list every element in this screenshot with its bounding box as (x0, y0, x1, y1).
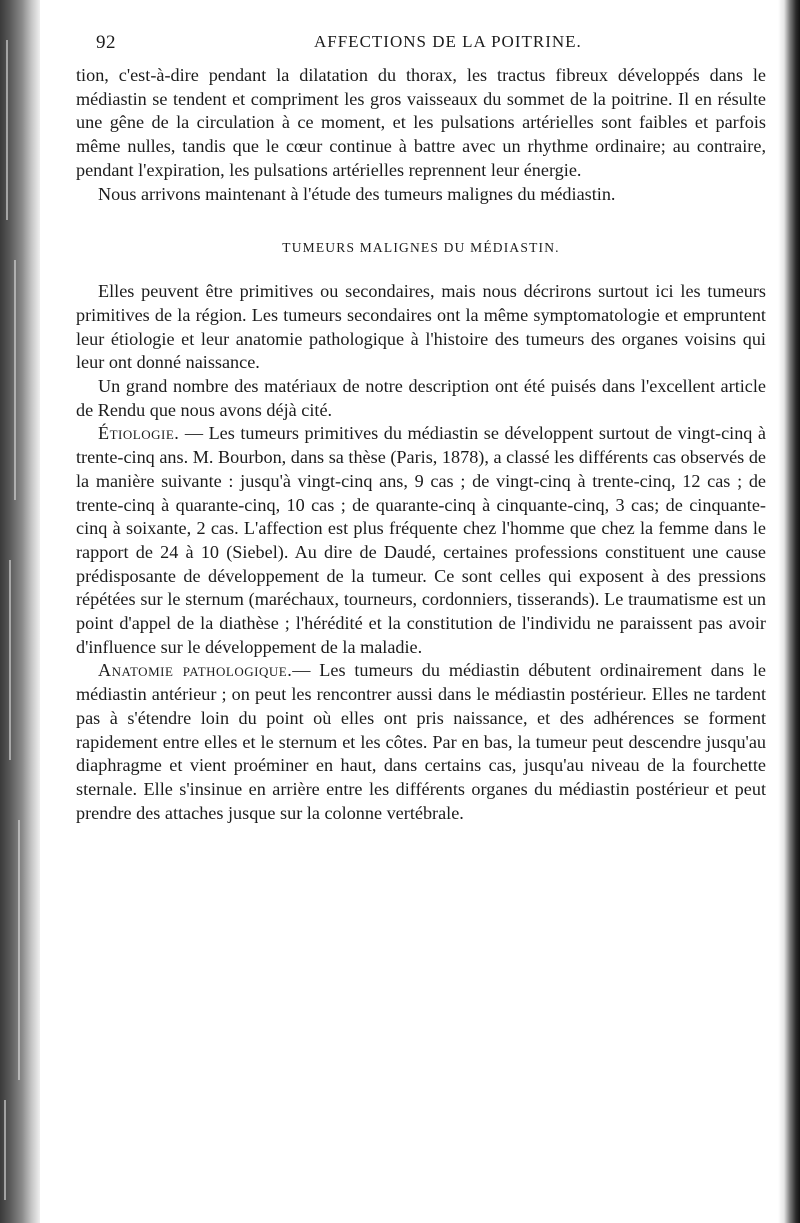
running-title: AFFECTIONS DE LA POITRINE. (314, 32, 582, 51)
paragraph-sources: Un grand nombre des matériaux de notre description ont été puisés dans l'excellent article de Rendu que nous avons déjà cité. (76, 376, 766, 420)
scan-left-gutter (0, 0, 40, 1223)
scan-right-binding-edge (778, 0, 800, 1223)
etiology-heading: Étiologie. (98, 423, 180, 444)
paragraph-transition: Nous arrivons maintenant à l'étude des tumeurs malignes du médiastin. (98, 183, 616, 204)
paragraph-intro: Elles peuvent être primitives ou secondaires, mais nous décrirons surtout ici les tumeurs primitives de la région. Les tumeurs secondaires ont la même symptomatologie et empruntent leur étiologie et leur anatomie pathologique à l'histoire des tumeurs des organes voisins qui leur ont donné naissance. (76, 281, 766, 373)
anatomy-heading: Anatomie pathologique. (98, 660, 293, 681)
etiology-text: — Les tumeurs primitives du médiastin se développent surtout de vingt-cinq à trente-cinq ans. M. Bourbon, dans sa thèse (Paris, 1878), a classé les différents cas observés de la manière suivante : jusqu'à vingt-cinq ans, 9 cas ; de vingt-cinq à trente-cinq, 12 cas ; de trente-cinq à quarante-cinq, 10 cas ; de quarante-cinq à cinquante-cinq, 3 cas; de cinquante-cinq à soixante, 2 cas. L'affection est plus fréquente chez l'homme que chez la femme dans le rapport de 24 à 10 (Siebel). Au dire de Daudé, certaines professions constituent une cause prédisposante de développement de la tumeur. Ce sont celles qui exposent à des pressions répétées sur le sternum (maréchaux, tourneurs, cordonniers, tisserands). Le traumatisme est un point d'appel de la diathèse ; l'hérédité et la constitution de l'individu ne paraissent pas avoir d'influence sur le développement de la maladie. (76, 423, 766, 657)
section-title: TUMEURS MALIGNES DU MÉDIASTIN. (282, 240, 560, 256)
anatomy-text: — Les tumeurs du médiastin débutent ordinairement dans le médiastin antérieur ; on peut les rencontrer aussi dans le médiastin postérieur. Elles ne tardent pas à s'étendre loin du point où elles ont pris naissance, et des adhérences se forment rapidement entre elles et le sternum et les côtes. Par en bas, la tumeur peut descendre jusqu'au diaphragme et vient proéminer en haut, dans certains cas, jusqu'au niveau de la fourchette sternale. Elle s'insinue en arrière entre les différents organes du médiastin postérieur et peut prendre des attaches jusque sur la colonne vertébrale. (76, 660, 767, 823)
paragraph-etiology (76, 422, 766, 659)
page-header (76, 30, 766, 64)
page-number: 92 (96, 32, 116, 53)
paragraph-anatomy (76, 659, 766, 825)
book-page (76, 30, 766, 825)
paragraph-continuation: tion, c'est-à-dire pendant la dilatation du thorax, les tractus fibreux développés dans le médiastin se tendent et compriment les gros vaisseaux du sommet de la poitrine. Il en résulte une gêne de la circulation à ce moment, et les pulsations artérielles sont faibles et parfois même nulles, tandis que le cœur continue à battre avec un rhythme ordinaire; au contraire, pendant l'expiration, les pulsations artérielles reprennent leur énergie. (76, 65, 766, 180)
